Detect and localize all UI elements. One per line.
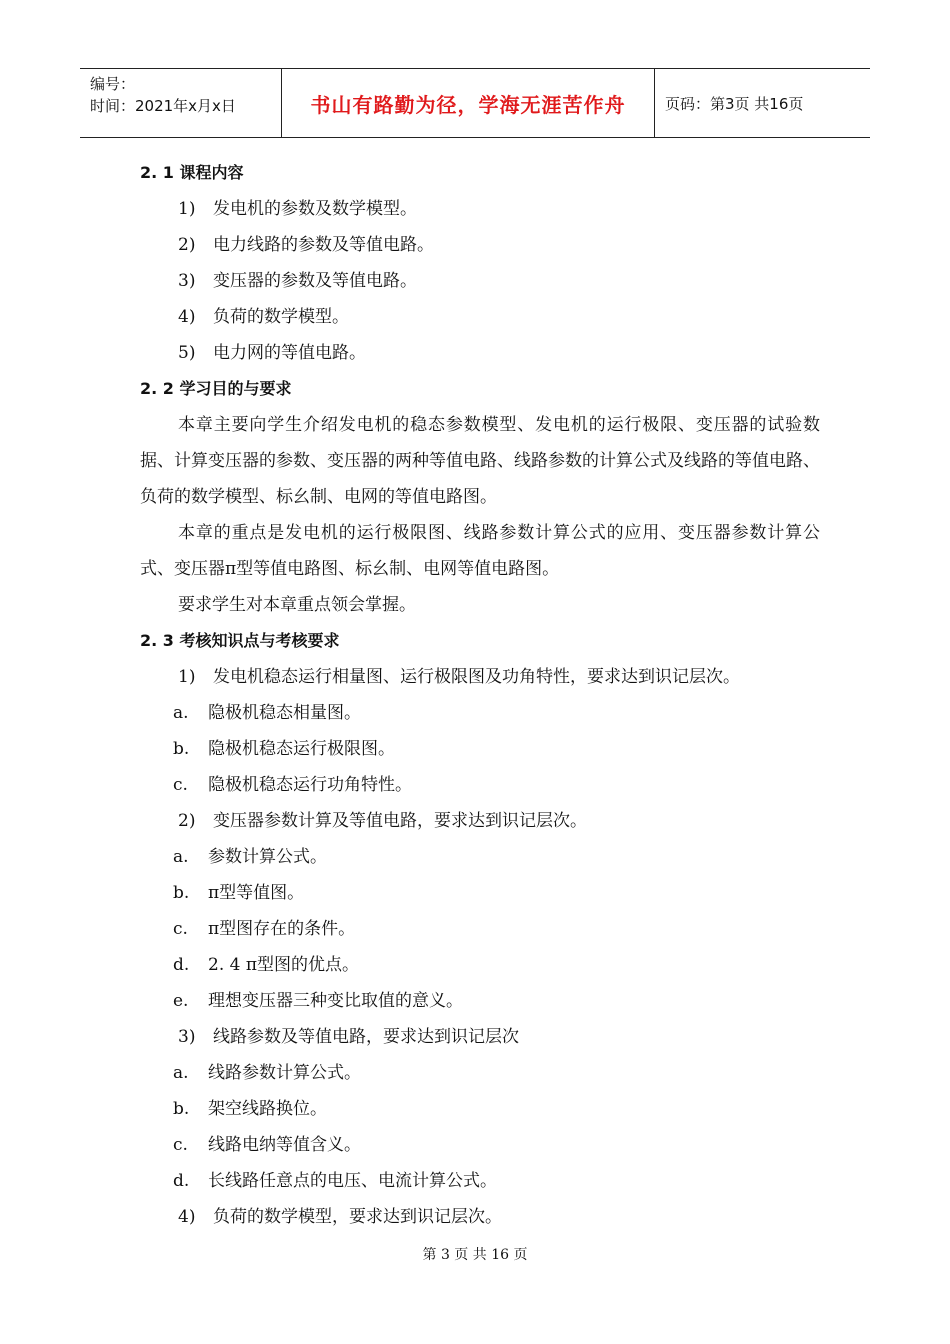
list-item: 3) 线路参数及等值电路，要求达到识记层次 <box>178 1027 519 1047</box>
sub-list-item: c. π型图存在的条件。 <box>173 919 356 939</box>
sub-list-item: b. π型等值图。 <box>173 883 305 903</box>
paragraph: 本章主要向学生介绍发电机的稳态参数模型、发电机的运行极限、变压器的试验数据、计算变压器的参数、变压器的两种等值电路、线路参数的计算公式及线路的等值电路、负荷的数学模型、标幺制、电网的等值电路图。 <box>140 415 820 507</box>
list-item: 1) 发电机的参数及数学模型。 <box>178 199 417 219</box>
page-footer: 第 3 页 共 16 页 <box>422 1247 528 1263</box>
sub-list-item: a. 参数计算公式。 <box>173 847 327 867</box>
section-heading: 2. 2 学习目的与要求 <box>140 379 292 398</box>
list-item: 2) 变压器参数计算及等值电路，要求达到识记层次。 <box>178 811 587 831</box>
list-item: 5) 电力网的等值电路。 <box>178 343 366 363</box>
sub-list-item: e. 理想变压器三种变比取值的意义。 <box>173 991 463 1011</box>
paragraph: 要求学生对本章重点领会掌握。 <box>178 595 416 615</box>
header-page-info: 页码：第3页 共16页 <box>665 94 804 113</box>
document-time-label: 时间：2021年x月x日 <box>90 97 236 115</box>
header-motto: 书山有路勤为径，学海无涯苦作舟 <box>282 69 655 137</box>
section-heading: 2. 1 课程内容 <box>140 163 244 182</box>
list-item: 2) 电力线路的参数及等值电路。 <box>178 235 434 255</box>
list-item: 4) 负荷的数学模型。 <box>178 307 349 327</box>
sub-list-item: b. 架空线路换位。 <box>173 1099 327 1119</box>
sub-list-item: d. 2. 4 π型图的优点。 <box>173 955 360 975</box>
sub-list-item: c. 隐极机稳态运行功角特性。 <box>173 775 412 795</box>
paragraph: 本章的重点是发电机的运行极限图、线路参数计算公式的应用、变压器参数计算公式、变压器π型等值电路图、标幺制、电网等值电路图。 <box>140 523 820 579</box>
section-heading: 2. 3 考核知识点与考核要求 <box>140 631 340 650</box>
list-item: 4) 负荷的数学模型，要求达到识记层次。 <box>178 1207 502 1227</box>
sub-list-item: a. 线路参数计算公式。 <box>173 1063 361 1083</box>
sub-list-item: b. 隐极机稳态运行极限图。 <box>173 739 395 759</box>
document-body <box>140 155 820 1235</box>
list-item: 1) 发电机稳态运行相量图、运行极限图及功角特性，要求达到识记层次。 <box>178 667 740 687</box>
page-header <box>80 68 870 138</box>
list-item: 3) 变压器的参数及等值电路。 <box>178 271 417 291</box>
sub-list-item: d. 长线路任意点的电压、电流计算公式。 <box>173 1171 497 1191</box>
document-number-label: 编号： <box>90 75 136 93</box>
sub-list-item: a. 隐极机稳态相量图。 <box>173 703 361 723</box>
sub-list-item: c. 线路电纳等值含义。 <box>173 1135 361 1155</box>
header-meta <box>80 69 282 137</box>
